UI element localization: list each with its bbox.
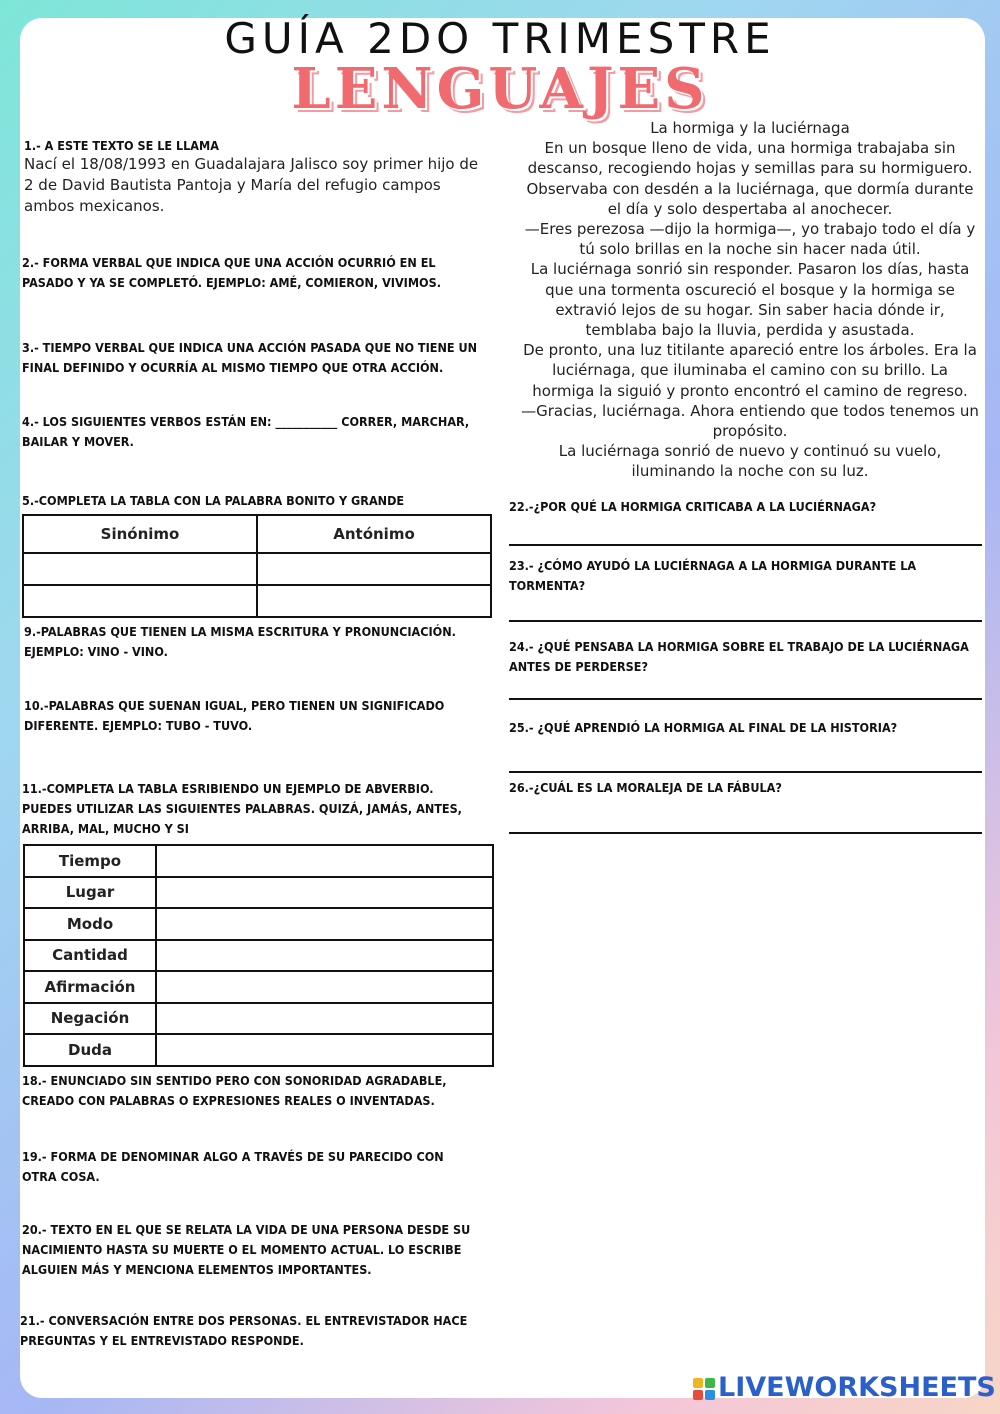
- question-26: 26.-¿CUÁL ES LA MORALEJA DE LA FÁBULA?: [509, 780, 782, 795]
- answer-cell[interactable]: [156, 845, 493, 877]
- adverb-table: [23, 844, 494, 1067]
- story-paragraph: La luciérnaga sonrió sin responder. Pasaron los días, hasta que una tormenta oscureció el bosque y la hormiga se extravió lejos de su hogar. Sin saber hacia dónde ir, temblaba bajo la lluvia, perdida y asustada.: [530, 260, 970, 340]
- answer-cell[interactable]: [23, 585, 257, 617]
- question-22: 22.-¿POR QUÉ LA HORMIGA CRITICABA A LA LUCIÉRNAGA?: [509, 499, 877, 514]
- answer-cell[interactable]: [156, 877, 493, 909]
- question-10: 10.-PALABRAS QUE SUENAN IGUAL, PERO TIENEN UN SIGNIFICADO DIFERENTE. EJEMPLO: TUBO - TUVO.: [24, 698, 445, 733]
- liveworksheets-logo-icon: [693, 1378, 715, 1400]
- answer-line[interactable]: [509, 832, 982, 834]
- adverb-label: Duda: [24, 1034, 156, 1066]
- story-paragraph: —Eres perezosa —dijo la hormiga—, yo trabajo todo el día y tú solo brillas en la noche sin hacer nada útil.: [524, 220, 976, 259]
- adverb-label: Negación: [24, 1003, 156, 1035]
- answer-cell[interactable]: [257, 585, 491, 617]
- synonym-antonym-table: [22, 514, 492, 618]
- adverb-label: Lugar: [24, 877, 156, 909]
- story-paragraph: De pronto, una luz titilante apareció entre los árboles. Era la luciérnaga, que iluminaba el camino con su brillo. La hormiga la siguió y pronto encontró el camino de regreso.: [523, 341, 977, 400]
- question-20: 20.- TEXTO EN EL QUE SE RELATA LA VIDA DE UNA PERSONA DESDE SU NACIMIENTO HASTA SU MUERTE O EL MOMENTO ACTUAL. LO ESCRIBE ALGUIEN MÁS Y MENCIONA ELEMENTOS IMPORTANTES.: [22, 1222, 471, 1277]
- question-1-text: Nací el 18/08/1993 en Guadalajara Jalisco soy primer hijo de 2 de David Bautista Pantoja y María del refugio campos ambos mexicanos.: [24, 155, 479, 215]
- question-11: 11.-COMPLETA LA TABLA ESRIBIENDO UN EJEMPLO DE ABVERBIO. PUEDES UTILIZAR LAS SIGUIENTES PALABRAS. QUIZÁ, JAMÁS, ANTES, ARRIBA, MAL, MUCHO Y SI: [22, 781, 462, 836]
- answer-line[interactable]: [509, 544, 982, 546]
- liveworksheets-brand[interactable]: LIVEWORKSHEETS: [718, 1372, 996, 1403]
- question-19: 19.- FORMA DE DENOMINAR ALGO A TRAVÉS DE SU PARECIDO CON OTRA COSA.: [22, 1149, 444, 1184]
- answer-cell[interactable]: [156, 1003, 493, 1035]
- answer-cell[interactable]: [23, 553, 257, 585]
- adverb-label: Cantidad: [24, 940, 156, 972]
- question-3: 3.- TIEMPO VERBAL QUE INDICA UNA ACCIÓN PASADA QUE NO TIENE UN FINAL DEFINIDO Y OCURRÍA AL MISMO TIEMPO QUE OTRA ACCIÓN.: [22, 340, 478, 375]
- question-18: 18.- ENUNCIADO SIN SENTIDO PERO CON SONORIDAD AGRADABLE, CREADO CON PALABRAS O EXPRESIONES REALES O INVENTADAS.: [22, 1073, 447, 1108]
- question-5: 5.-COMPLETA LA TABLA CON LA PALABRA BONITO Y GRANDE: [22, 493, 405, 508]
- answer-cell[interactable]: [156, 908, 493, 940]
- answer-line[interactable]: [509, 698, 982, 700]
- answer-line[interactable]: [509, 620, 982, 622]
- question-23: 23.- ¿CÓMO AYUDÓ LA LUCIÉRNAGA A LA HORMIGA DURANTE LA TORMENTA?: [509, 558, 917, 593]
- story-paragraph: —Gracias, luciérnaga. Ahora entiendo que todos tenemos un propósito.: [521, 401, 979, 441]
- question-9: 9.-PALABRAS QUE TIENEN LA MISMA ESCRITURA Y PRONUNCIACIÓN. EJEMPLO: VINO - VINO.: [24, 624, 456, 659]
- adverb-label: Tiempo: [24, 845, 156, 877]
- answer-cell[interactable]: [257, 553, 491, 585]
- question-25: 25.- ¿QUÉ APRENDIÓ LA HORMIGA AL FINAL DE LA HISTORIA?: [509, 720, 898, 735]
- story-paragraph: En un bosque lleno de vida, una hormiga trabajaba sin descanso, recogiendo hojas y semillas para su hormiguero. Observaba con desdén a la luciérnaga, que dormía durante el día y solo despertaba al anochecer.: [526, 139, 974, 218]
- table-header-synonym: Sinónimo: [23, 515, 257, 553]
- answer-cell[interactable]: [156, 971, 493, 1003]
- question-4: 4.- LOS SIGUIENTES VERBOS ESTÁN EN: ___________ CORRER, MARCHAR, BAILAR Y MOVER.: [22, 414, 470, 449]
- adverb-label: Afirmación: [24, 971, 156, 1003]
- answer-cell[interactable]: [156, 1034, 493, 1066]
- story-paragraph: La luciérnaga sonrió de nuevo y continuó su vuelo, iluminando la noche con su luz.: [558, 442, 942, 481]
- page-title: GUÍA 2DO TRIMESTRE: [224, 14, 776, 63]
- story-text: [520, 118, 980, 482]
- question-2: 2.- FORMA VERBAL QUE INDICA QUE UNA ACCIÓN OCURRIÓ EN EL PASADO Y YA SE COMPLETÓ. EJEMPLO: AMÉ, COMIERON, VIVIMOS.: [22, 255, 441, 290]
- question-24: 24.- ¿QUÉ PENSABA LA HORMIGA SOBRE EL TRABAJO DE LA LUCIÉRNAGA ANTES DE PERDERSE?: [509, 639, 969, 674]
- table-header-antonym: Antónimo: [257, 515, 491, 553]
- story-title: La hormiga y la luciérnaga: [650, 119, 850, 137]
- page-subtitle: LENGUAJES: [291, 56, 709, 122]
- question-21: 21.- CONVERSACIÓN ENTRE DOS PERSONAS. EL ENTREVISTADOR HACE PREGUNTAS Y EL ENTREVISTADO RESPONDE.: [20, 1313, 468, 1348]
- answer-cell[interactable]: [156, 940, 493, 972]
- adverb-label: Modo: [24, 908, 156, 940]
- answer-line[interactable]: [509, 771, 982, 773]
- question-1: 1.- A ESTE TEXTO SE LE LLAMA: [24, 138, 219, 153]
